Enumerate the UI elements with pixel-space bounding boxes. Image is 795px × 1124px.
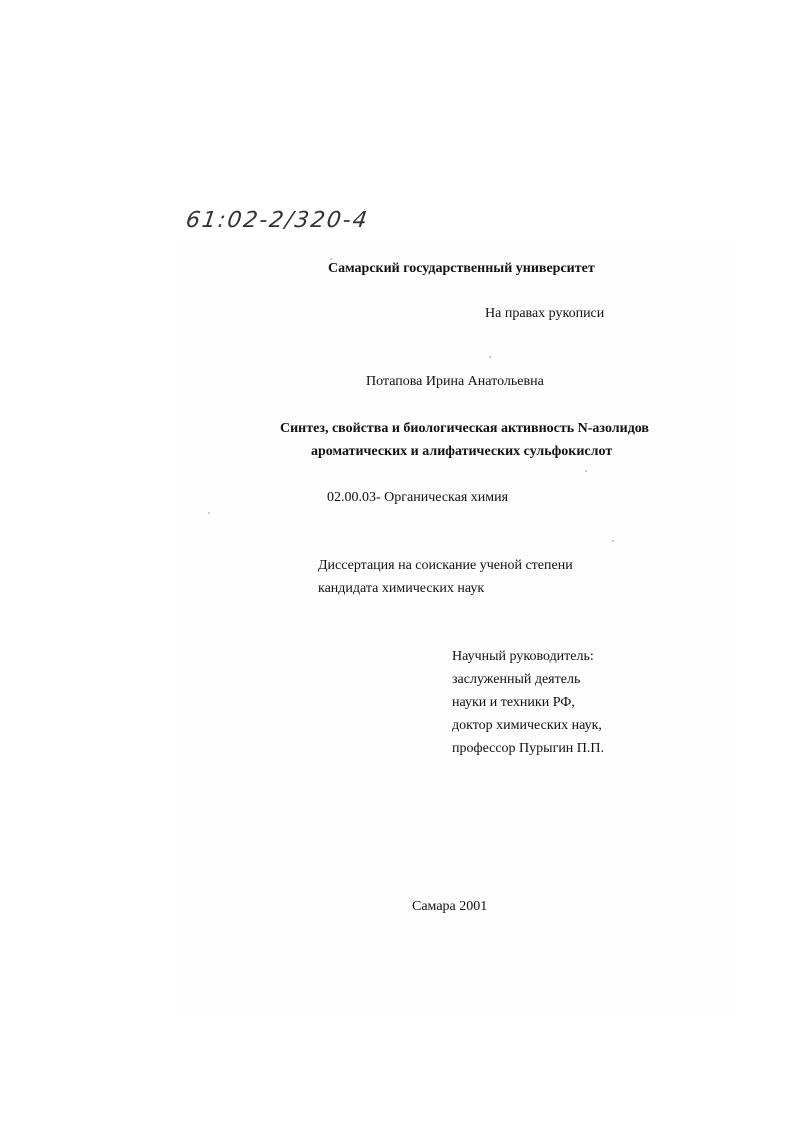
dissertation-title-line-1: Синтез, свойства и биологическая активность N-азолидов <box>280 421 649 436</box>
scan-speck <box>208 512 210 514</box>
city-and-year: Самара 2001 <box>412 899 488 914</box>
manuscript-rights-note: На правах рукописи <box>485 306 605 321</box>
supervisor-degree-line: доктор химических наук, <box>452 718 602 733</box>
university-name: Самарский государственный университет <box>328 261 595 276</box>
dissertation-title-line-2: ароматических и алифатических сульфокислот <box>311 444 613 459</box>
degree-statement-line-2: кандидата химических наук <box>318 581 485 596</box>
degree-statement-line-1: Диссертация на соискание ученой степени <box>318 558 573 573</box>
supervisor-heading: Научный руководитель: <box>452 649 594 664</box>
specialty-code: 02.00.03- Органическая химия <box>327 490 509 505</box>
scan-speck <box>330 258 332 260</box>
supervisor-title-line: науки и техники РФ, <box>452 695 575 710</box>
handwritten-archive-code: 61:02-2/320-4 <box>184 208 371 233</box>
author-name: Потапова Ирина Анатольевна <box>366 374 544 389</box>
supervisor-title-line: заслуженный деятель <box>452 672 581 687</box>
scan-speck <box>585 470 587 472</box>
scan-speck <box>612 540 614 542</box>
scanned-sheet <box>176 240 736 1010</box>
supervisor-name-line: профессор Пурыгин П.П. <box>452 741 605 756</box>
scan-speck <box>489 356 491 358</box>
